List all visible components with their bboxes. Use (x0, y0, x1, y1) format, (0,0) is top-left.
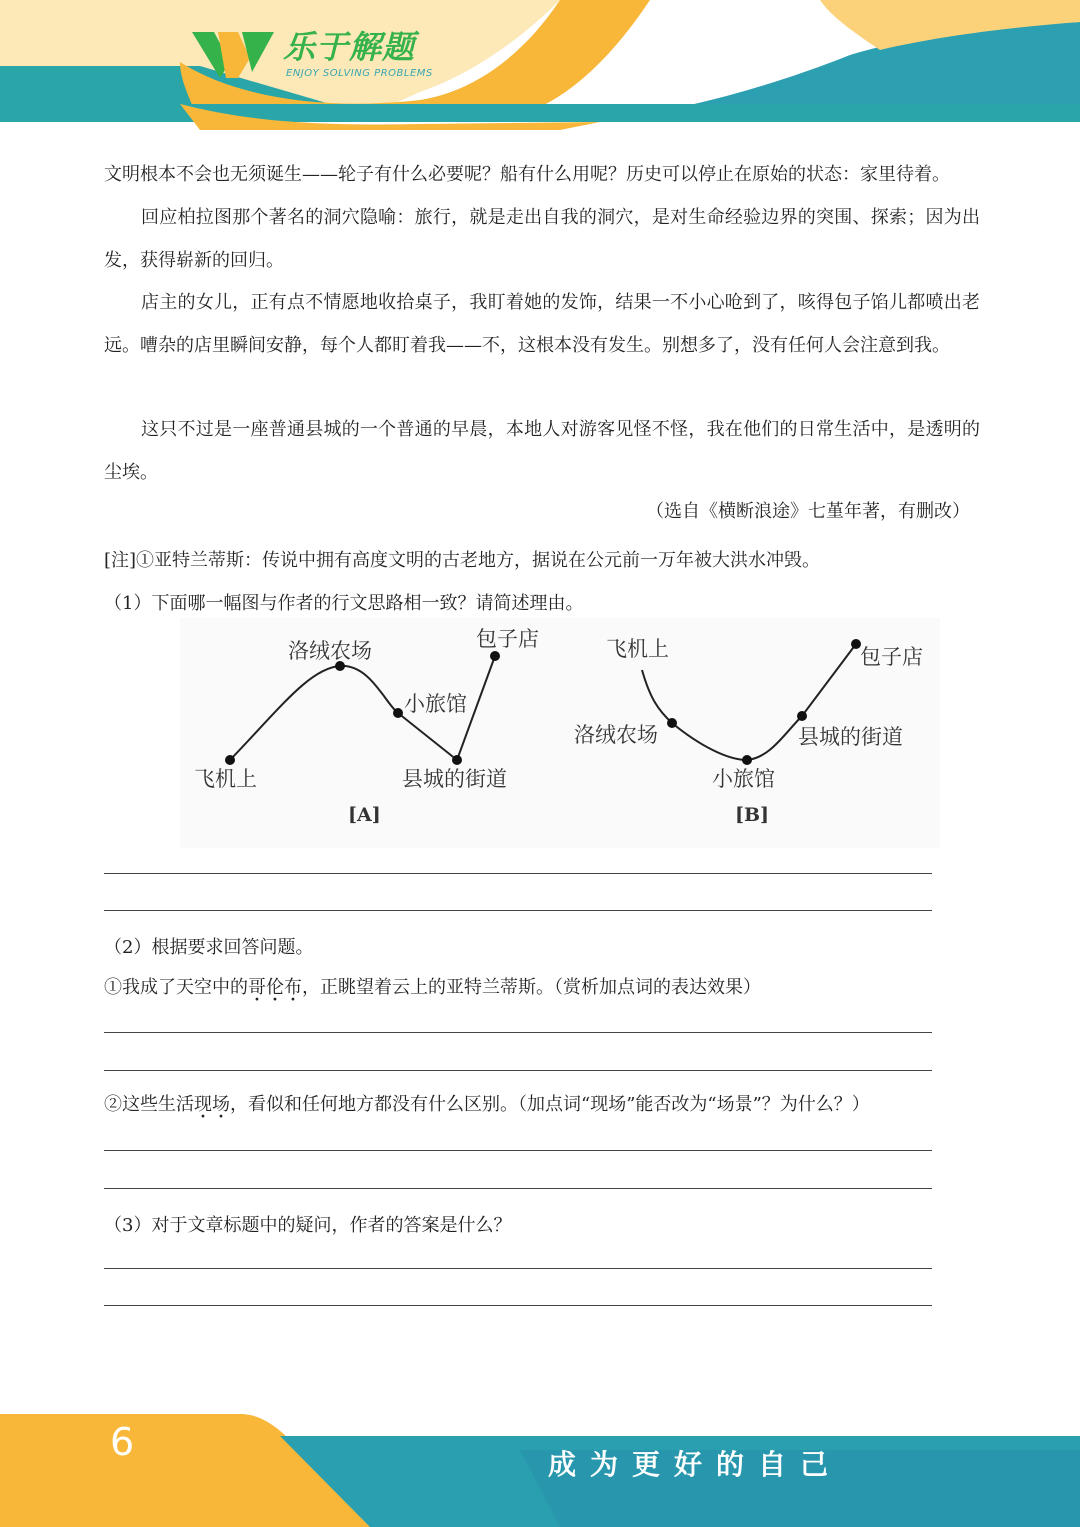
page-number: 6 (110, 1420, 135, 1464)
footer-banner (0, 1410, 1080, 1527)
diagram-b-label-street: 县城的街道 (798, 725, 903, 749)
header-banner (0, 0, 1080, 130)
answer-line (104, 1268, 932, 1269)
passage-paragraph-1: 文明根本不会也无须诞生——轮子有什么必要呢？船有什么用呢？历史可以停止在原始的状态：家里待着。 (104, 164, 950, 185)
source-citation: （选自《横断浪途》七堇年著，有删改） (646, 501, 970, 522)
diagram-a-point (452, 755, 462, 765)
diagram-a-caption: [A] (348, 804, 381, 826)
diagram-b-label-inn: 小旅馆 (712, 767, 775, 791)
footnote: [注]①亚特兰蒂斯：传说中拥有高度文明的古老地方，据说在公元前一万年被大洪水冲毁。 (104, 550, 821, 571)
diagram-b-label-plane: 飞机上 (606, 637, 669, 661)
answer-line (104, 910, 932, 911)
diagram-a-point (490, 651, 500, 661)
question-1: （1）下面哪一幅图与作者的行文思路相一致？请简述理由。 (104, 593, 584, 614)
diagram-b-label-bunshop: 包子店 (860, 645, 923, 669)
diagram-a-point (225, 755, 235, 765)
answer-line (104, 1188, 932, 1189)
question-2: （2）根据要求回答问题。 (104, 937, 314, 958)
brand-name: 乐于解题 (283, 28, 416, 66)
diagram-a-label-farm: 洛绒农场 (288, 639, 372, 663)
diagram-a-label-inn: 小旅馆 (404, 692, 467, 716)
footer-slogan: 成为更好的自己 (548, 1448, 843, 1481)
diagram-b-point (742, 755, 752, 765)
passage-paragraph-4: 这只不过是一座普通县城的一个普通的早晨，本地人对游客见怪不怪，我在他们的日常生活中，是透明的尘埃。 (104, 419, 980, 483)
diagram-b-point (667, 718, 677, 728)
diagram-b-point (797, 711, 807, 721)
diagram-a-label-plane: 飞机上 (194, 767, 257, 791)
route-diagram (180, 618, 940, 848)
question-3: （3）对于文章标题中的疑问，作者的答案是什么？ (104, 1215, 512, 1236)
diagram-b-label-farm: 洛绒农场 (574, 723, 658, 747)
answer-line (104, 873, 932, 874)
diagram-b-caption: [B] (735, 804, 770, 826)
passage-paragraph-3: 店主的女儿，正有点不情愿地收拾桌子，我盯着她的发饰，结果一不小心呛到了，咳得包子馅儿都喷出老远。嘈杂的店里瞬间安静，每个人都盯着我——不，这根本没有发生。别想多了，没有任何人会注意到我。 (104, 292, 980, 356)
answer-line (104, 1032, 932, 1033)
question-2-1: ①我成了天空中的哥伦布，正眺望着云上的亚特兰蒂斯。（赏析加点词的表达效果） (104, 977, 761, 998)
passage-paragraph-2: 回应柏拉图那个著名的洞穴隐喻：旅行，就是走出自我的洞穴，是对生命经验边界的突围、探索；因为出发，获得崭新的回归。 (104, 207, 980, 271)
answer-line (104, 1150, 932, 1151)
diagram-a-label-street: 县城的街道 (402, 767, 507, 791)
logo-icon (190, 28, 276, 80)
answer-line (104, 1070, 932, 1071)
answer-line (104, 1305, 932, 1306)
brand-tagline: ENJOY SOLVING PROBLEMS (286, 68, 433, 79)
diagram-a-point (393, 708, 403, 718)
diagram-a-label-bunshop: 包子店 (476, 627, 539, 651)
question-2-2: ②这些生活现场，看似和任何地方都没有什么区别。（加点词“现场”能否改为“场景”？为什么？） (104, 1094, 870, 1115)
